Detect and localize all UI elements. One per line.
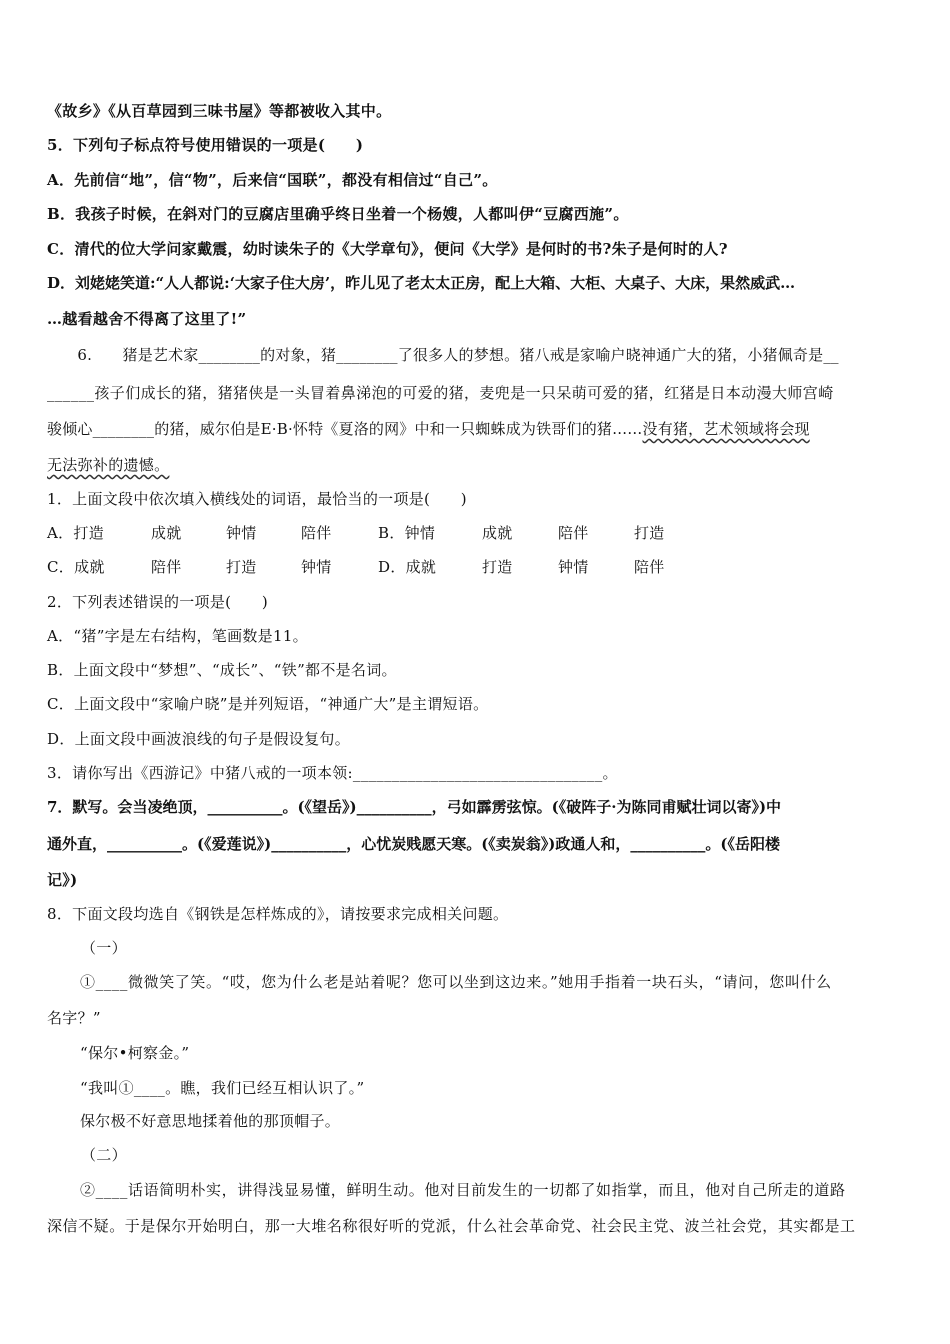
option-text: 打造 [226, 558, 257, 576]
sub-question-1-options-ab [47, 523, 906, 543]
question-5-stem: 5．下列句子标点符号使用错误的一项是( ) [47, 136, 364, 154]
excerpt-line: 保尔极不好意思地揉着他的那顶帽子。 [80, 1112, 341, 1130]
passage-text: 骏倾心________的猪，威尔伯是E·B·怀特《夏洛的网》中和一只蜘蛛成为铁哥们的猪…… [47, 420, 643, 438]
option-text: 钟情 [301, 558, 332, 576]
option-text: 陪伴 [558, 524, 589, 542]
option-text: D．成就 [378, 558, 437, 576]
option-text: 陪伴 [151, 558, 182, 576]
excerpt-line: 名字？” [47, 1009, 101, 1027]
option-text: A．打造 [47, 524, 105, 542]
option-text: C．成就 [47, 558, 105, 576]
question-6-passage-line: ______孩子们成长的猪，猪猪侠是一头冒着鼻涕泡的可爱的猪，麦兜是一只呆萌可爱的猪，红猪是日本动漫大师宫崎 [47, 384, 834, 402]
question-7-line: 7．默写。会当凌绝顶，__________。(《望岳》)__________，弓如霹雳弦惊。(《破阵子·为陈同甫赋壮词以寄》)中 [47, 798, 782, 816]
question-5-option-c: C．清代的位大学问家戴震，幼时读朱子的《大学章句》，便问《大学》是何时的书?朱子是何时的人? [47, 240, 728, 258]
option-text: 打造 [634, 524, 665, 542]
option-text: 打造 [482, 558, 513, 576]
option-text: 陪伴 [301, 524, 332, 542]
excerpt-line: ②____话语简明朴实，讲得浅显易懂，鲜明生动。他对目前发生的一切都了如指掌，而且，他对自己所走的道路 [80, 1181, 846, 1199]
option-text: B．钟情 [378, 524, 436, 542]
sub-question-2-stem: 2．下列表述错误的一项是( ) [47, 593, 269, 611]
option-text: 成就 [482, 524, 513, 542]
excerpt-line: “保尔•柯察金。” [80, 1044, 190, 1062]
option-text: 钟情 [226, 524, 257, 542]
question-6-passage-line [47, 419, 906, 439]
question-5-option-b: B．我孩子时候，在斜对门的豆腐店里确乎终日坐着一个杨嫂，人都叫伊“豆腐西施”。 [47, 205, 629, 223]
sub-question-1-stem: 1．上面文段中依次填入横线处的词语，最恰当的一项是( ) [47, 490, 467, 508]
wavy-underlined-sentence: 无法弥补的遗憾。 [47, 456, 170, 474]
question-5-option-a: A．先前信“地”，信“物”，后来信“国联”，都没有相信过“自己”。 [47, 171, 498, 189]
sub-question-2-option-c: C．上面文段中“家喻户晓”是并列短语，“神通广大”是主谓短语。 [47, 695, 489, 713]
sub-question-2-option-b: B．上面文段中“梦想”、“成长”、“铁”都不是名词。 [47, 661, 397, 679]
question-7-line: 记》) [47, 871, 78, 889]
section-heading-1: （一） [81, 939, 127, 957]
excerpt-line: ①____微微笑了笑。“哎，您为什么老是站着呢？您可以坐到这边来。”她用手指着一块石头，“请问，您叫什么 [80, 973, 832, 991]
sub-question-3-stem: 3．请你写出《西游记》中猪八戒的一项本领:________________________________。 [47, 764, 618, 782]
question-5-option-d-cont: …越看越舍不得离了这里了!” [47, 310, 247, 328]
sub-question-1-options-cd [47, 557, 906, 577]
excerpt-line: 深信不疑。于是保尔开始明白，那一大堆名称很好听的党派，什么社会革命党、社会民主党、波兰社会党，其实都是工 [47, 1217, 856, 1235]
sub-question-2-option-d: D．上面文段中画波浪线的句子是假设复句。 [47, 730, 351, 748]
question-6-passage-line: 6. 猪是艺术家________的对象，猪________了很多人的梦想。猪八戒是家喻户晓神通广大的猪，小猪佩奇是__ [47, 346, 839, 364]
text-line: 《故乡》《从百草园到三味书屋》等都被收入其中。 [47, 102, 392, 120]
option-text: 陪伴 [634, 558, 665, 576]
section-heading-2: （二） [81, 1146, 127, 1164]
question-5-option-d: D．刘姥姥笑道:“人人都说:‘大家子住大房’，昨儿见了老太太正房，配上大箱、大柜、大桌子、大床，果然威武… [47, 274, 796, 292]
question-7-line: 通外直，__________。(《爱莲说》)__________，心忧炭贱愿天寒。(《卖炭翁》)政通人和，__________。(《岳阳楼 [47, 835, 780, 853]
option-text: 成就 [151, 524, 182, 542]
sub-question-2-option-a: A．“猪”字是左右结构，笔画数是11。 [47, 627, 308, 645]
option-text: 钟情 [558, 558, 589, 576]
wavy-underlined-sentence: 没有猪，艺术领域将会现 [642, 420, 810, 438]
excerpt-line: “我叫①____。瞧，我们已经互相认识了。” [80, 1079, 365, 1097]
question-8-stem: 8．下面文段均选自《钢铁是怎样炼成的》，请按要求完成相关问题。 [47, 905, 509, 923]
question-6-passage-line [47, 455, 906, 475]
